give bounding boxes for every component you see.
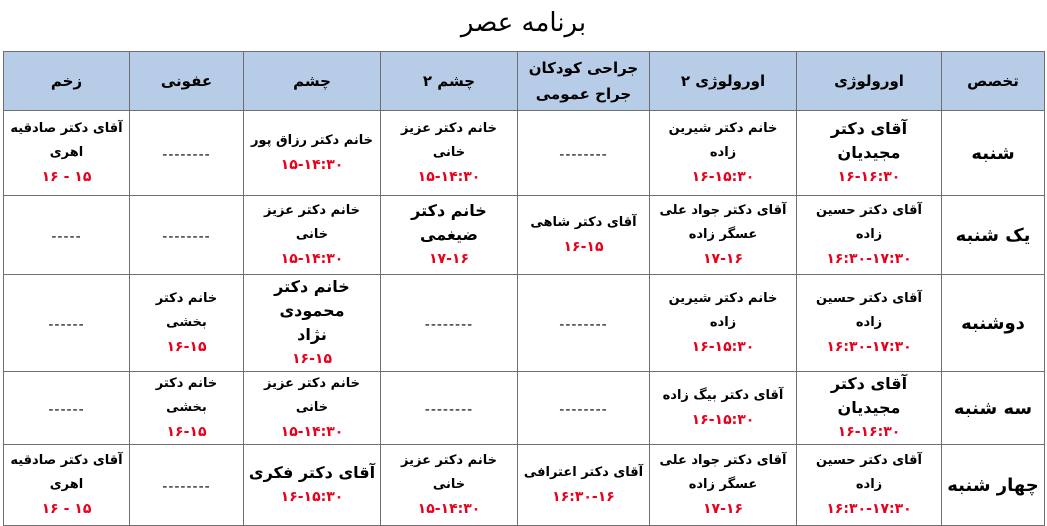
- schedule-cell: [244, 275, 381, 372]
- time-slot: ۱۶-۱۵: [166, 339, 207, 355]
- schedule-cell: [650, 111, 797, 196]
- doctor-name: آقای دکتر مجیدیان: [830, 374, 908, 417]
- schedule-cell: [650, 196, 797, 275]
- empty-slot: --------: [424, 401, 474, 418]
- schedule-cell: [4, 196, 130, 275]
- empty-slot: -----: [51, 228, 82, 245]
- doctor-name: آقای دکتر جواد علی عسگر زاده: [659, 453, 787, 492]
- time-slot: ۱۵-۱۴:۳۰: [417, 169, 481, 185]
- header-pediatric-surgery: جراحی کودکان جراح عمومی: [518, 52, 650, 111]
- schedule-cell: [4, 445, 130, 526]
- doctor-name: آقای دکتر صادقیه اهری: [10, 121, 123, 160]
- time-slot: ۱۶-۱۶:۳۰: [837, 424, 901, 440]
- schedule-cell: [797, 372, 942, 445]
- doctor-name: خانم دکتر بخشی: [155, 376, 218, 415]
- header-wound: زخم: [4, 52, 130, 111]
- empty-slot: --------: [559, 401, 608, 418]
- doctor-name: خانم دکتر عزیز خانی: [264, 203, 360, 242]
- schedule-cell: [650, 445, 797, 526]
- header-infectious: عفونی: [130, 52, 244, 111]
- schedule-cell: [518, 372, 650, 445]
- time-slot: ۱۵-۱۴:۳۰: [280, 251, 344, 267]
- schedule-cell: [381, 445, 518, 526]
- time-slot: ۱۶:۳۰-۱۷:۳۰: [826, 501, 912, 517]
- table-row: [4, 111, 1045, 196]
- schedule-cell: [244, 196, 381, 275]
- schedule-cell: [130, 372, 244, 445]
- doctor-name: آقای دکتر حسین زاده: [815, 203, 923, 242]
- doctor-name: آقای دکتر حسین زاده: [815, 453, 923, 492]
- day-cell: شنبه: [942, 111, 1045, 196]
- empty-slot: ------: [48, 316, 85, 333]
- schedule-cell: [244, 372, 381, 445]
- header-specialty: تخصص: [942, 52, 1045, 111]
- schedule-cell: [381, 275, 518, 372]
- doctor-name: آقای دکتر حسین زاده: [815, 291, 923, 330]
- time-slot: ۱۵-۱۴:۳۰: [280, 157, 344, 173]
- table-row: [4, 445, 1045, 526]
- table-row: [4, 372, 1045, 445]
- schedule-cell: [797, 275, 942, 372]
- empty-slot: --------: [559, 316, 608, 333]
- time-slot: ۱۵-۱۴:۳۰: [417, 501, 481, 517]
- header-eye-2: چشم ۲: [381, 52, 518, 111]
- day-cell: یک شنبه: [942, 196, 1045, 275]
- schedule-cell: [130, 275, 244, 372]
- time-slot: ۱۶-۱۵:۳۰: [691, 412, 755, 428]
- doctor-name: آقای دکتر فکری: [248, 463, 376, 482]
- schedule-cell: [518, 445, 650, 526]
- schedule-cell: [4, 111, 130, 196]
- empty-slot: --------: [162, 228, 211, 245]
- doctor-name: آقای دکتر بیگ زاده: [662, 388, 784, 403]
- doctor-name: آقای دکتر شاهی: [530, 215, 637, 230]
- time-slot: ۱۶ - ۱۵: [41, 501, 92, 517]
- time-slot: ۱۶ - ۱۵: [41, 169, 92, 185]
- schedule-cell: [130, 111, 244, 196]
- page-title: برنامه عصر: [460, 8, 587, 38]
- doctor-name: خانم دکتر شیرین زاده: [668, 291, 778, 330]
- header-urology: اورولوژی: [797, 52, 942, 111]
- doctor-name: خانم دکتر محمودی نژاد: [274, 277, 350, 344]
- empty-slot: --------: [559, 146, 608, 163]
- schedule-cell: [244, 445, 381, 526]
- schedule-cell: [518, 196, 650, 275]
- doctor-name: خانم دکتر رزاق پور: [250, 133, 374, 148]
- schedule-cell: [518, 111, 650, 196]
- time-slot: ۱۶-۱۵:۳۰: [691, 169, 755, 185]
- schedule-cell: [130, 196, 244, 275]
- day-cell: سه شنبه: [942, 372, 1045, 445]
- schedule-cell: [650, 372, 797, 445]
- schedule-cell: [797, 196, 942, 275]
- time-slot: ۱۷-۱۶: [429, 251, 469, 267]
- time-slot: ۱۶-۱۵:۳۰: [691, 339, 755, 355]
- doctor-name: آقای دکتر جواد علی عسگر زاده: [659, 203, 787, 242]
- doctor-name: آقای دکتر مجیدیان: [830, 119, 908, 162]
- time-slot: ۱۶-۱۶:۳۰: [837, 169, 901, 185]
- time-slot: ۱۶:۳۰-۱۷:۳۰: [826, 251, 912, 267]
- schedule-cell: [244, 111, 381, 196]
- time-slot: ۱۶:۳۰-۱۶: [552, 489, 615, 505]
- doctor-name: آقای دکتر اعترافی: [523, 465, 644, 480]
- schedule-cell: [4, 372, 130, 445]
- time-slot: ۱۶-۱۵: [166, 424, 207, 440]
- time-slot: ۱۶-۱۵:۳۰: [280, 489, 344, 505]
- schedule-cell: [4, 275, 130, 372]
- header-row: [4, 52, 1045, 111]
- schedule-cell: [650, 275, 797, 372]
- doctor-name: خانم دکتر عزیز خانی: [401, 453, 497, 492]
- time-slot: ۱۶-۱۵: [563, 239, 604, 255]
- time-slot: ۱۶-۱۵: [292, 351, 332, 367]
- empty-slot: ------: [48, 401, 85, 418]
- time-slot: ۱۷-۱۶: [703, 251, 743, 267]
- day-cell: چهار شنبه: [942, 445, 1045, 526]
- doctor-name: خانم دکتر بخشی: [155, 291, 218, 330]
- table-row: [4, 275, 1045, 372]
- schedule-cell: [381, 372, 518, 445]
- time-slot: ۱۶:۳۰-۱۷:۳۰: [826, 339, 912, 355]
- schedule-cell: [130, 445, 244, 526]
- time-slot: ۱۵-۱۴:۳۰: [280, 424, 344, 440]
- header-eye: چشم: [244, 52, 381, 111]
- empty-slot: --------: [162, 146, 211, 163]
- doctor-name: خانم دکتر عزیز خانی: [401, 121, 497, 160]
- schedule-cell: [797, 111, 942, 196]
- time-slot: ۱۷-۱۶: [703, 501, 743, 517]
- doctor-name: خانم دکتر عزیز خانی: [264, 376, 360, 415]
- schedule-cell: [797, 445, 942, 526]
- doctor-name: خانم دکتر ضیغمی: [411, 201, 487, 244]
- empty-slot: --------: [424, 316, 474, 333]
- day-cell: دوشنبه: [942, 275, 1045, 372]
- schedule-table: [3, 51, 1045, 526]
- doctor-name: خانم دکتر شیرین زاده: [668, 121, 778, 160]
- empty-slot: --------: [162, 478, 211, 495]
- doctor-name: آقای دکتر صادقیه اهری: [10, 453, 123, 492]
- schedule-cell: [518, 275, 650, 372]
- header-urology-2: اورولوژی ۲: [650, 52, 797, 111]
- schedule-cell: [381, 196, 518, 275]
- schedule-cell: [381, 111, 518, 196]
- table-row: [4, 196, 1045, 275]
